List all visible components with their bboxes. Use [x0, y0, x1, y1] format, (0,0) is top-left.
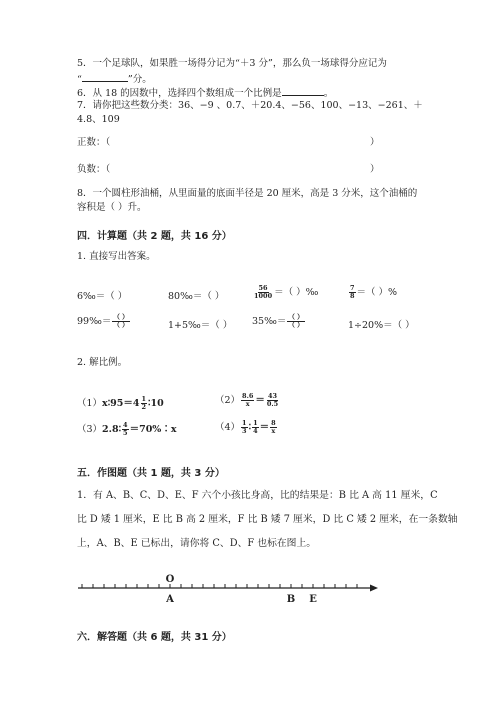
fraction-numerator: （ ） — [113, 313, 129, 321]
prop3-fraction — [122, 422, 129, 437]
prop4-fraction-b — [252, 420, 259, 435]
calc-r1-d-rest: ＝（ ）% — [356, 287, 398, 298]
calc-r2-c-fraction — [287, 314, 304, 329]
point-e-label: E — [309, 594, 317, 605]
q5-line2 — [77, 72, 152, 86]
calc-r1-c — [252, 284, 318, 300]
positive-close: ） — [370, 137, 380, 148]
prop2-label: （2） — [215, 395, 241, 406]
prop4-fraction-a — [241, 420, 248, 435]
calc-r1-c-rest: ＝（ ）‰ — [274, 287, 319, 298]
draw-line1: 1．有 A、B、C、D、E、F 六个小孩比身高，比的结果是：B 比 A 高 11 厘米，C — [77, 490, 438, 501]
fraction-numerator: 1 — [141, 395, 147, 403]
point-b-label: B — [286, 594, 296, 605]
draw-line2: 比 D 矮 1 厘米，E 比 B 高 2 厘米，F 比 B 矮 7 厘米，D 比 C 矮 2 厘米，在一条数轴 — [77, 514, 458, 525]
prop3-post: ＝70%∶x — [129, 424, 177, 435]
draw-line3: 上，A、B、E 已标出，请你将 C、D、F 也标在图上。 — [77, 538, 317, 549]
fraction-denominator: x — [271, 427, 276, 435]
q5-answer-blank[interactable] — [82, 72, 128, 82]
fraction-denominator: 3 — [242, 427, 247, 435]
q6-end: 。 — [323, 88, 334, 99]
prop1-label: （1） — [77, 398, 103, 409]
fraction-numerator: 43 — [268, 392, 278, 400]
origin-label: O — [165, 574, 175, 585]
fraction-denominator: 5 — [123, 429, 128, 437]
fraction-numerator: 7 — [350, 284, 355, 292]
section6-title: 六．解答题（共 6 题，共 31 分） — [77, 632, 232, 643]
calc-q2: 2. 解比例。 — [77, 357, 128, 368]
calc-r1-c-fraction — [253, 285, 273, 300]
prop4-eq: ＝ — [259, 422, 270, 433]
fraction-numerator: 1 — [242, 419, 247, 427]
q8-line2: 容积是（ ）升。 — [77, 202, 147, 213]
q6-text: 6．从 18 的因数中，选择四个数组成一个比例是 — [77, 88, 282, 99]
calc-r2-a-pre: 99‰＝ — [77, 316, 112, 327]
prop2 — [215, 392, 280, 408]
calc-q1: 1. 直接写出答案。 — [77, 251, 156, 262]
fraction-numerator: 1 — [253, 419, 258, 427]
fraction-numerator: 56 — [258, 284, 268, 292]
point-a-label: A — [166, 594, 174, 605]
section4-title: 四．计算题（共 2 题，共 16 分） — [77, 231, 232, 242]
prop4-sep: ∶ — [248, 422, 252, 433]
prop3-pre: 2.8∶ — [102, 424, 122, 435]
fraction-numerator: 8 — [271, 419, 276, 427]
negative-label: 负数：（ — [77, 164, 111, 175]
axis-arrow-icon — [370, 585, 378, 592]
prop1-fraction — [141, 396, 148, 411]
section5-title: 五．作图题（共 1 题，共 3 分） — [77, 468, 225, 479]
fraction-denominator: 1000 — [254, 292, 273, 300]
prop1 — [77, 395, 164, 411]
fraction-numerator: 8.6 — [242, 392, 254, 400]
fraction-denominator: 0.5 — [266, 400, 279, 408]
fraction-denominator: （ ） — [113, 321, 129, 329]
prop4-fraction-c — [270, 420, 277, 435]
q6-answer-blank[interactable] — [282, 86, 324, 96]
fraction-denominator: 4 — [253, 427, 258, 435]
calc-r2-c — [252, 313, 306, 329]
q5-line1: 5．一个足球队，如果胜一场得分记为“＋3 分”，那么负一场球得分应记为 — [77, 58, 387, 69]
fraction-denominator: 2 — [141, 403, 147, 411]
prop2-right-fraction — [266, 393, 279, 408]
calc-r2-a-fraction — [112, 314, 129, 329]
calc-r2-c-pre: 35‰＝ — [252, 316, 287, 327]
prop3 — [77, 421, 177, 437]
q8-line1: 8．一个圆柱形油桶，从里面量的底面半径是 20 厘米，高是 3 分米，这个油桶的 — [77, 188, 418, 199]
calc-r1-d-fraction — [349, 285, 356, 300]
calc-r2-d: 1÷20%＝（ ） — [348, 320, 415, 331]
fraction-numerator: （ ） — [288, 313, 304, 321]
fraction-numerator: 4 — [123, 421, 128, 429]
q6-line — [77, 86, 333, 100]
negative-close: ） — [370, 164, 380, 175]
q7-line2: 4.8、109 — [77, 114, 120, 125]
q7-line1: 7．请你把这些数分类：36、−9 、0.7、＋20.4、−56、100、−13、−261、＋ — [77, 100, 423, 111]
prop1-post: ∶10 — [148, 398, 164, 409]
prop1-pre: x∶95＝4 — [102, 398, 140, 409]
prop4 — [215, 419, 278, 435]
fraction-denominator: x — [245, 400, 250, 408]
prop2-left-fraction — [241, 393, 254, 408]
calc-r2-a — [77, 313, 131, 329]
calc-r2-b: 1+5‰＝（ ） — [168, 320, 233, 331]
q5-close: ”分。 — [127, 74, 152, 85]
q5-open-quote: “ — [77, 74, 82, 85]
prop3-label: （3） — [77, 424, 103, 435]
prop4-label: （4） — [215, 422, 241, 433]
fraction-denominator: 8 — [350, 292, 355, 300]
calc-r1-d — [348, 284, 397, 300]
calc-r1-b: 80‰＝（ ） — [168, 291, 225, 302]
prop2-eq: ＝ — [255, 395, 265, 406]
number-line[interactable] — [70, 570, 390, 610]
positive-label: 正数：（ — [77, 137, 111, 148]
calc-r1-a: 6‰＝（ ） — [77, 291, 128, 302]
fraction-denominator: （ ） — [288, 321, 304, 329]
